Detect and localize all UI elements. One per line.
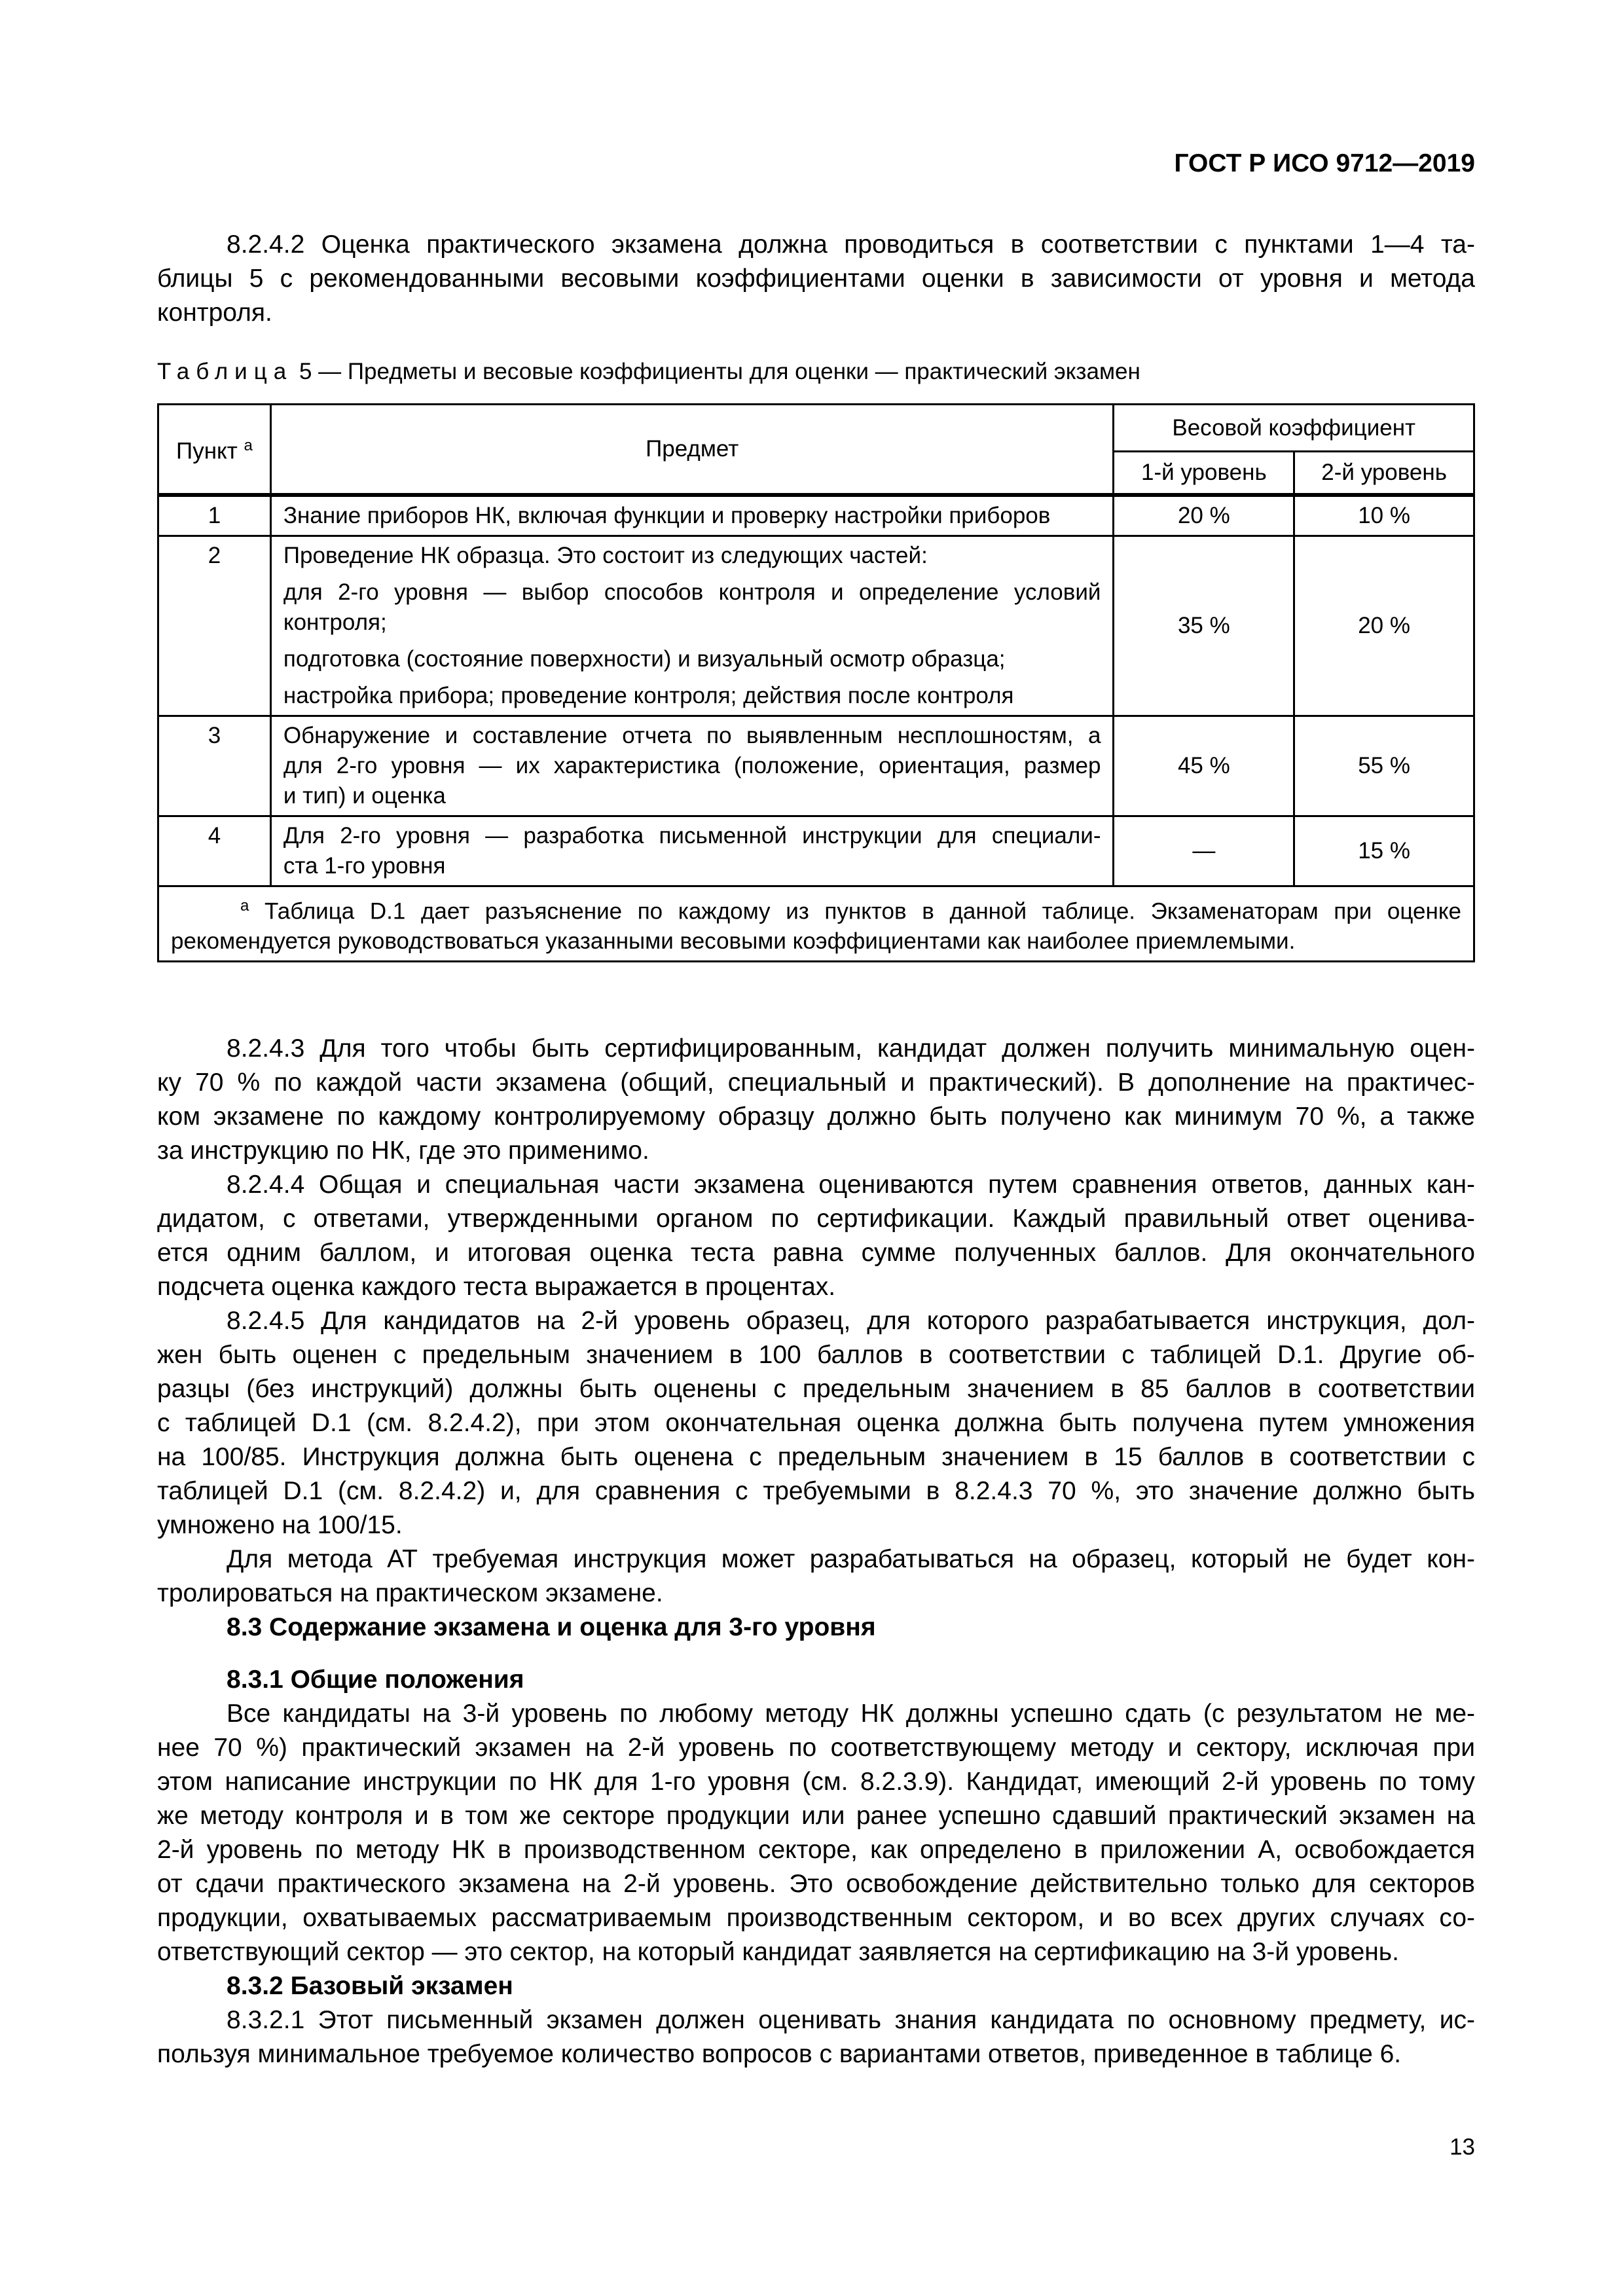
text-line: блицы 5 с рекомендованными весовыми коэффициентами оценки в зависимости от уровня и метода [157, 264, 1475, 293]
footnote-line [171, 891, 1461, 927]
text-line: ется одним баллом, и итоговая оценка теста равна сумме полученных баллов. Для окончательного [157, 1239, 1475, 1267]
footnote-mark: a [240, 896, 249, 915]
header-subject: Предмет [270, 405, 1114, 495]
subject-line: контроля; [283, 609, 387, 635]
header-level-2: 2-й уровень [1294, 452, 1474, 495]
table-row [158, 495, 1474, 536]
row-level-2: 55 % [1294, 716, 1474, 816]
text-line: нее 70 %) практический экзамен на 2-й уровень по соответствующему методу и сектору, исключая при [157, 1734, 1475, 1762]
weights-table [157, 403, 1475, 962]
header-weight: Весовой коэффициент [1114, 405, 1474, 452]
table-row [158, 536, 1474, 716]
subject-line: Для 2-го уровня — разработка письменной инструкции для специали- [283, 822, 1101, 848]
text-line: 8.2.4.2 Оценка практического экзамена должна проводиться в соответствии с пунктами 1—4 та- [227, 230, 1475, 259]
row-level-1: 45 % [1114, 716, 1294, 816]
subject-line: Знание приборов НК, включая функции и проверку настройки приборов [283, 502, 1051, 528]
row-subject [270, 536, 1114, 716]
row-number: 4 [158, 816, 271, 886]
paragraph-8-2-4-4 [157, 1168, 1475, 1304]
text-line: тролироваться на практическом экзамене. [157, 1579, 663, 1607]
row-number: 2 [158, 536, 271, 716]
text-line: на 100/85. Инструкция должна быть оценена с предельным значением в 15 баллов в соответствии с [157, 1443, 1475, 1471]
text-line: жен быть оценен с предельным значением в 100 баллов в соответствии с таблицей D.1. Другие об- [157, 1341, 1475, 1369]
text-line: 8.2.4.3 Для того чтобы быть сертифицированным, кандидат должен получить минимальную оцен- [227, 1034, 1475, 1063]
row-level-1: 35 % [1114, 536, 1294, 716]
paragraph-at-method [157, 1542, 1475, 1611]
row-subject [270, 816, 1114, 886]
paragraph-8-2-4-2 [157, 228, 1475, 330]
table-row [158, 716, 1474, 816]
body-text [157, 1032, 1475, 1611]
subject-line: подготовка (состояние поверхности) и визуальный осмотр образца; [283, 646, 1006, 672]
row-subject [270, 495, 1114, 536]
footnote-marker: a [244, 437, 253, 455]
row-level-2: 10 % [1294, 495, 1474, 536]
header-level-1: 1-й уровень [1114, 452, 1294, 495]
row-subject [270, 716, 1114, 816]
footnote-text: Таблица D.1 дает разъяснение по каждому из пунктов в данной таблице. Экзаменаторам при оценке [264, 898, 1461, 924]
text-line: 8.2.4.5 Для кандидатов на 2-й уровень образец, для которого разрабатывается инструкция, дол- [227, 1307, 1475, 1335]
subject-line: и тип) и оценка [283, 782, 446, 809]
text-line: Все кандидаты на 3-й уровень по любому методу НК должны успешно сдать (с результатом не ме- [227, 1700, 1475, 1728]
text-line: же методу контроля и в том же секторе продукции или ранее успешно сдавший практический экзамен на [157, 1802, 1475, 1830]
row-level-1: 20 % [1114, 495, 1294, 536]
text-line: разцы (без инструкций) должны быть оценены с предельным значением в 85 баллов в соответствии [157, 1375, 1475, 1403]
paragraph-8-2-4-5 [157, 1304, 1475, 1542]
table-caption [157, 359, 1140, 385]
subject-line: ста 1-го уровня [283, 852, 446, 879]
footnote-line: рекомендуется руководствоваться указанными весовыми коэффициентами как наиболее приемлемыми. [171, 928, 1296, 955]
row-number: 3 [158, 716, 271, 816]
section-heading-8-3-2: 8.3.2 Базовый экзамен [227, 1972, 513, 2000]
subject-line: для 2-го уровня — выбор способов контроля и определение условий [283, 579, 1101, 605]
text-line: подсчета оценка каждого теста выражается в процентах. [157, 1273, 836, 1301]
header-item [158, 405, 271, 495]
paragraph-8-2-4-3 [157, 1032, 1475, 1168]
row-level-2: 15 % [1294, 816, 1474, 886]
text-line: ку 70 % по каждой части экзамена (общий, специальный и практический). В дополнение на практичес- [157, 1068, 1475, 1097]
table-caption-text: 5 — Предметы и весовые коэффициенты для оценки — практический экзамен [299, 359, 1140, 384]
table-footnote [158, 886, 1474, 962]
text-line: Для метода АТ требуемая инструкция может разрабатываться на образец, который не будет кон- [227, 1545, 1475, 1573]
section-heading-8-3-1: 8.3.1 Общие положения [227, 1666, 524, 1694]
text-line: с таблицей D.1 (см. 8.2.4.2), при этом окончательная оценка должна быть получена путем умножения [157, 1409, 1475, 1437]
text-line: 8.2.4.4 Общая и специальная части экзамена оцениваются путем сравнения ответов, данных кан- [227, 1171, 1475, 1199]
subject-line: Проведение НК образца. Это состоит из следующих частей: [283, 542, 928, 568]
table-footnote-row [158, 886, 1474, 962]
text-line: от сдачи практического экзамена на 2-й уровень. Это освобождение действительно только для секторов [157, 1870, 1475, 1898]
document-id: ГОСТ Р ИСО 9712—2019 [1174, 149, 1475, 177]
row-level-1: — [1114, 816, 1294, 886]
section-8-3-1 [157, 1663, 1475, 2071]
section-heading-8-3: 8.3 Содержание экзамена и оценка для 3-го уровня [227, 1613, 876, 1641]
text-line: этом написание инструкции по НК для 1-го уровня (см. 8.2.3.9). Кандидат, имеющий 2-й уровень по тому [157, 1768, 1475, 1796]
text-line: умножено на 100/15. [157, 1511, 403, 1539]
text-line: продукции, охватываемых рассматриваемым производственным сектором, и во всех других случаях со- [157, 1904, 1475, 1932]
subject-line: Обнаружение и составление отчета по выявленным несплошностям, а [283, 722, 1101, 748]
text-line: 2-й уровень по методу НК в производственном секторе, как определено в приложении А, освобождается [157, 1836, 1475, 1864]
text-line: таблицей D.1 (см. 8.2.4.2) и, для сравнения с требуемыми в 8.2.4.3 70 %, это значение должно быть [157, 1477, 1475, 1505]
subject-line: для 2-го уровня — их характеристика (положение, ориентация, размер [283, 752, 1101, 778]
text-line: за инструкцию по НК, где это применимо. [157, 1137, 649, 1165]
text-line: пользуя минимальное требуемое количество вопросов с вариантами ответов, приведенное в таблице 6. [157, 2040, 1402, 2068]
text-line: контроля. [157, 299, 272, 327]
table-row [158, 816, 1474, 886]
text-line: дидатом, с ответами, утвержденными органом по сертификации. Каждый правильный ответ оценива- [157, 1205, 1475, 1233]
subject-line: настройка прибора; проведение контроля; действия после контроля [283, 682, 1014, 708]
text-line: 8.3.2.1 Этот письменный экзамен должен оценивать знания кандидата по основному предмету, ис- [227, 2006, 1475, 2034]
row-level-2: 20 % [1294, 536, 1474, 716]
text-line: ком экзамене по каждому контролируемому образцу должно быть получено как минимум 70 %, а также [157, 1102, 1475, 1131]
table-caption-prefix: Таблица [157, 359, 293, 384]
text-line: ответствующий сектор — это сектор, на который кандидат заявляется на сертификацию на 3-й уровень. [157, 1938, 1399, 1966]
header-item-label: Пункт [176, 439, 238, 465]
page-number: 13 [1450, 2134, 1475, 2160]
row-number: 1 [158, 495, 271, 536]
